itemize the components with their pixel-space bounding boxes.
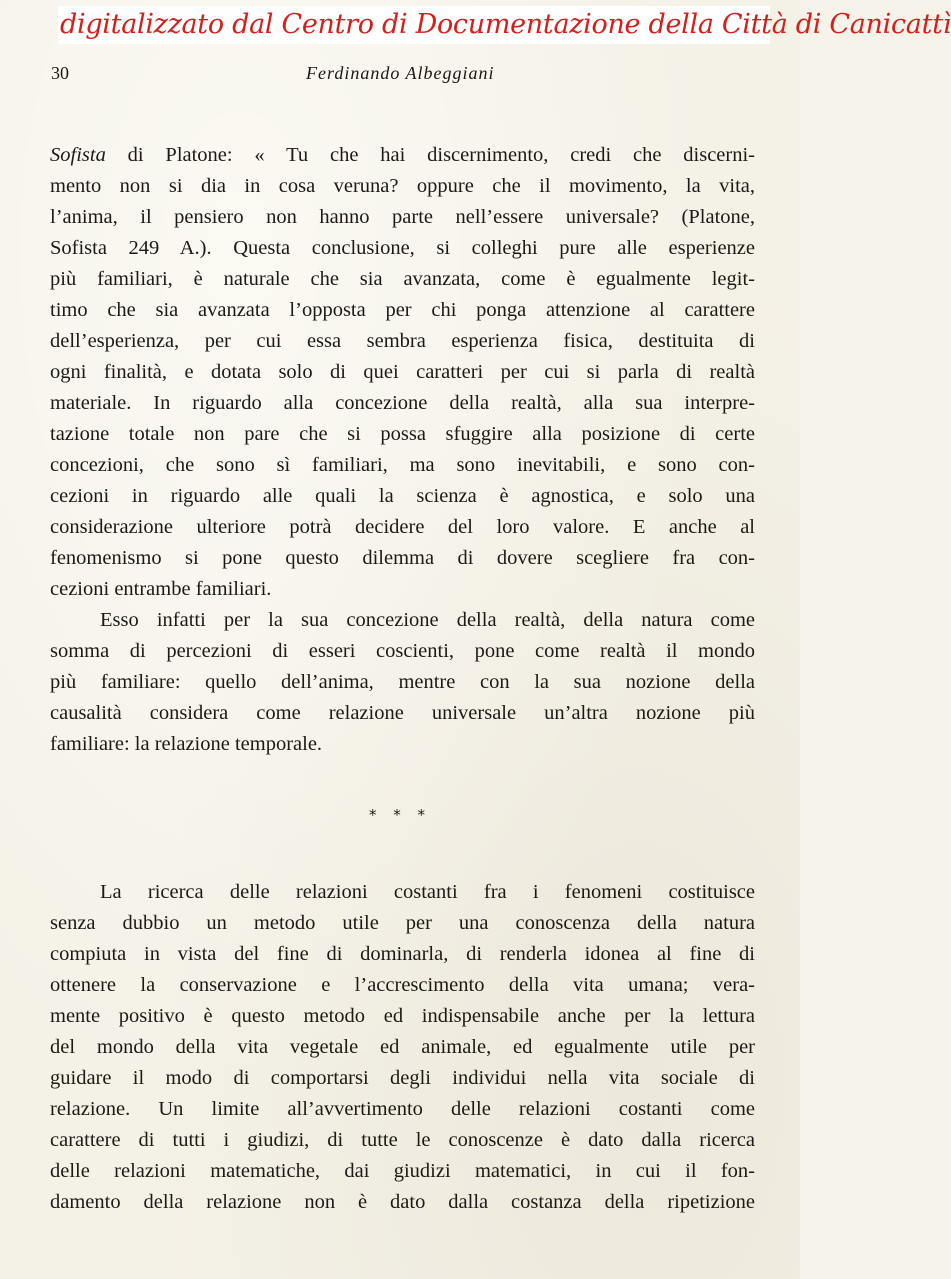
text-line — [50, 140, 755, 170]
text-line: più familiare: quello dell’anima, mentre con la sua nozione della — [50, 671, 755, 693]
text-line: ottenere la conservazione e l’accrescimento della vita umana; vera- — [50, 974, 755, 996]
text-line: familiare: la relazione temporale. — [50, 733, 323, 755]
text-line: La ricerca delle relazioni costanti fra i fenomeni costituisce — [100, 881, 755, 903]
text-line: Sofista 249 A.). Questa conclusione, si colleghi pure alle esperienze — [50, 237, 755, 259]
text-line: damento della relazione non è dato dalla costanza della ripetizione — [50, 1191, 755, 1213]
text-line: ogni finalità, e dotata solo di quei caratteri per cui si parla di realtà — [50, 361, 755, 383]
text-line: del mondo della vita vegetale ed animale, ed egualmente utile per — [50, 1036, 755, 1058]
text-line: materiale. In riguardo alla concezione della realtà, alla sua interpre- — [50, 392, 755, 414]
running-head-author: Ferdinando Albeggiani — [306, 63, 495, 83]
text-line: più familiari, è naturale che sia avanzata, come è egualmente legit- — [50, 268, 755, 290]
text-line: l’anima, il pensiero non hanno parte nell’essere universale? (Platone, — [50, 206, 755, 228]
text-line: compiuta in vista del fine di dominarla, di renderla idonea al fine di — [50, 943, 755, 965]
text-line: causalità considera come relazione universale un’altra nozione più — [50, 702, 755, 724]
text-line: cezioni entrambe familiari. — [50, 578, 272, 600]
text-fragment: di Platone: « Tu che hai discernimento, credi che discerni- — [105, 144, 755, 166]
text-line: somma di percezioni di esseri coscienti, pone come realtà il mondo — [50, 640, 755, 662]
text-line: Esso infatti per la sua concezione della realtà, della natura come — [100, 609, 755, 631]
text-line: carattere di tutti i giudizi, di tutte le conoscenze è dato dalla ricerca — [50, 1129, 755, 1151]
text-line: timo che sia avanzata l’opposta per chi ponga attenzione al carattere — [50, 299, 755, 321]
text-line: delle relazioni matematiche, dai giudizi matematici, in cui il fon- — [50, 1160, 755, 1182]
work-title: Sofista — [50, 144, 106, 166]
text-line: mento non si dia in cosa veruna? oppure che il movimento, la vita, — [50, 175, 755, 197]
text-line: mente positivo è questo metodo ed indispensabile anche per la lettura — [50, 1005, 755, 1027]
text-line: concezioni, che sono sì familiari, ma sono inevitabili, e sono con- — [50, 454, 755, 476]
text-line: tazione totale non pare che si possa sfuggire alla posizione di certe — [50, 423, 755, 445]
section-separator: * * * — [368, 806, 432, 824]
text-line: guidare il modo di comportarsi degli individui nella vita sociale di — [50, 1067, 755, 1089]
text-line: cezioni in riguardo alle quali la scienza è agnostica, e solo una — [50, 485, 755, 507]
digitization-watermark: digitalizzato dal Centro di Documentazione della Città di Canicattì — [60, 9, 951, 40]
text-line: considerazione ulteriore potrà decidere del loro valore. E anche al — [50, 516, 755, 538]
text-line: fenomenismo si pone questo dilemma di dovere scegliere fra con- — [50, 547, 755, 569]
text-line: dell’esperienza, per cui essa sembra esperienza fisica, destituita di — [50, 330, 755, 352]
text-line: senza dubbio un metodo utile per una conoscenza della natura — [50, 912, 755, 934]
text-line: relazione. Un limite all’avvertimento delle relazioni costanti come — [50, 1098, 755, 1120]
page-number: 30 — [51, 63, 69, 83]
